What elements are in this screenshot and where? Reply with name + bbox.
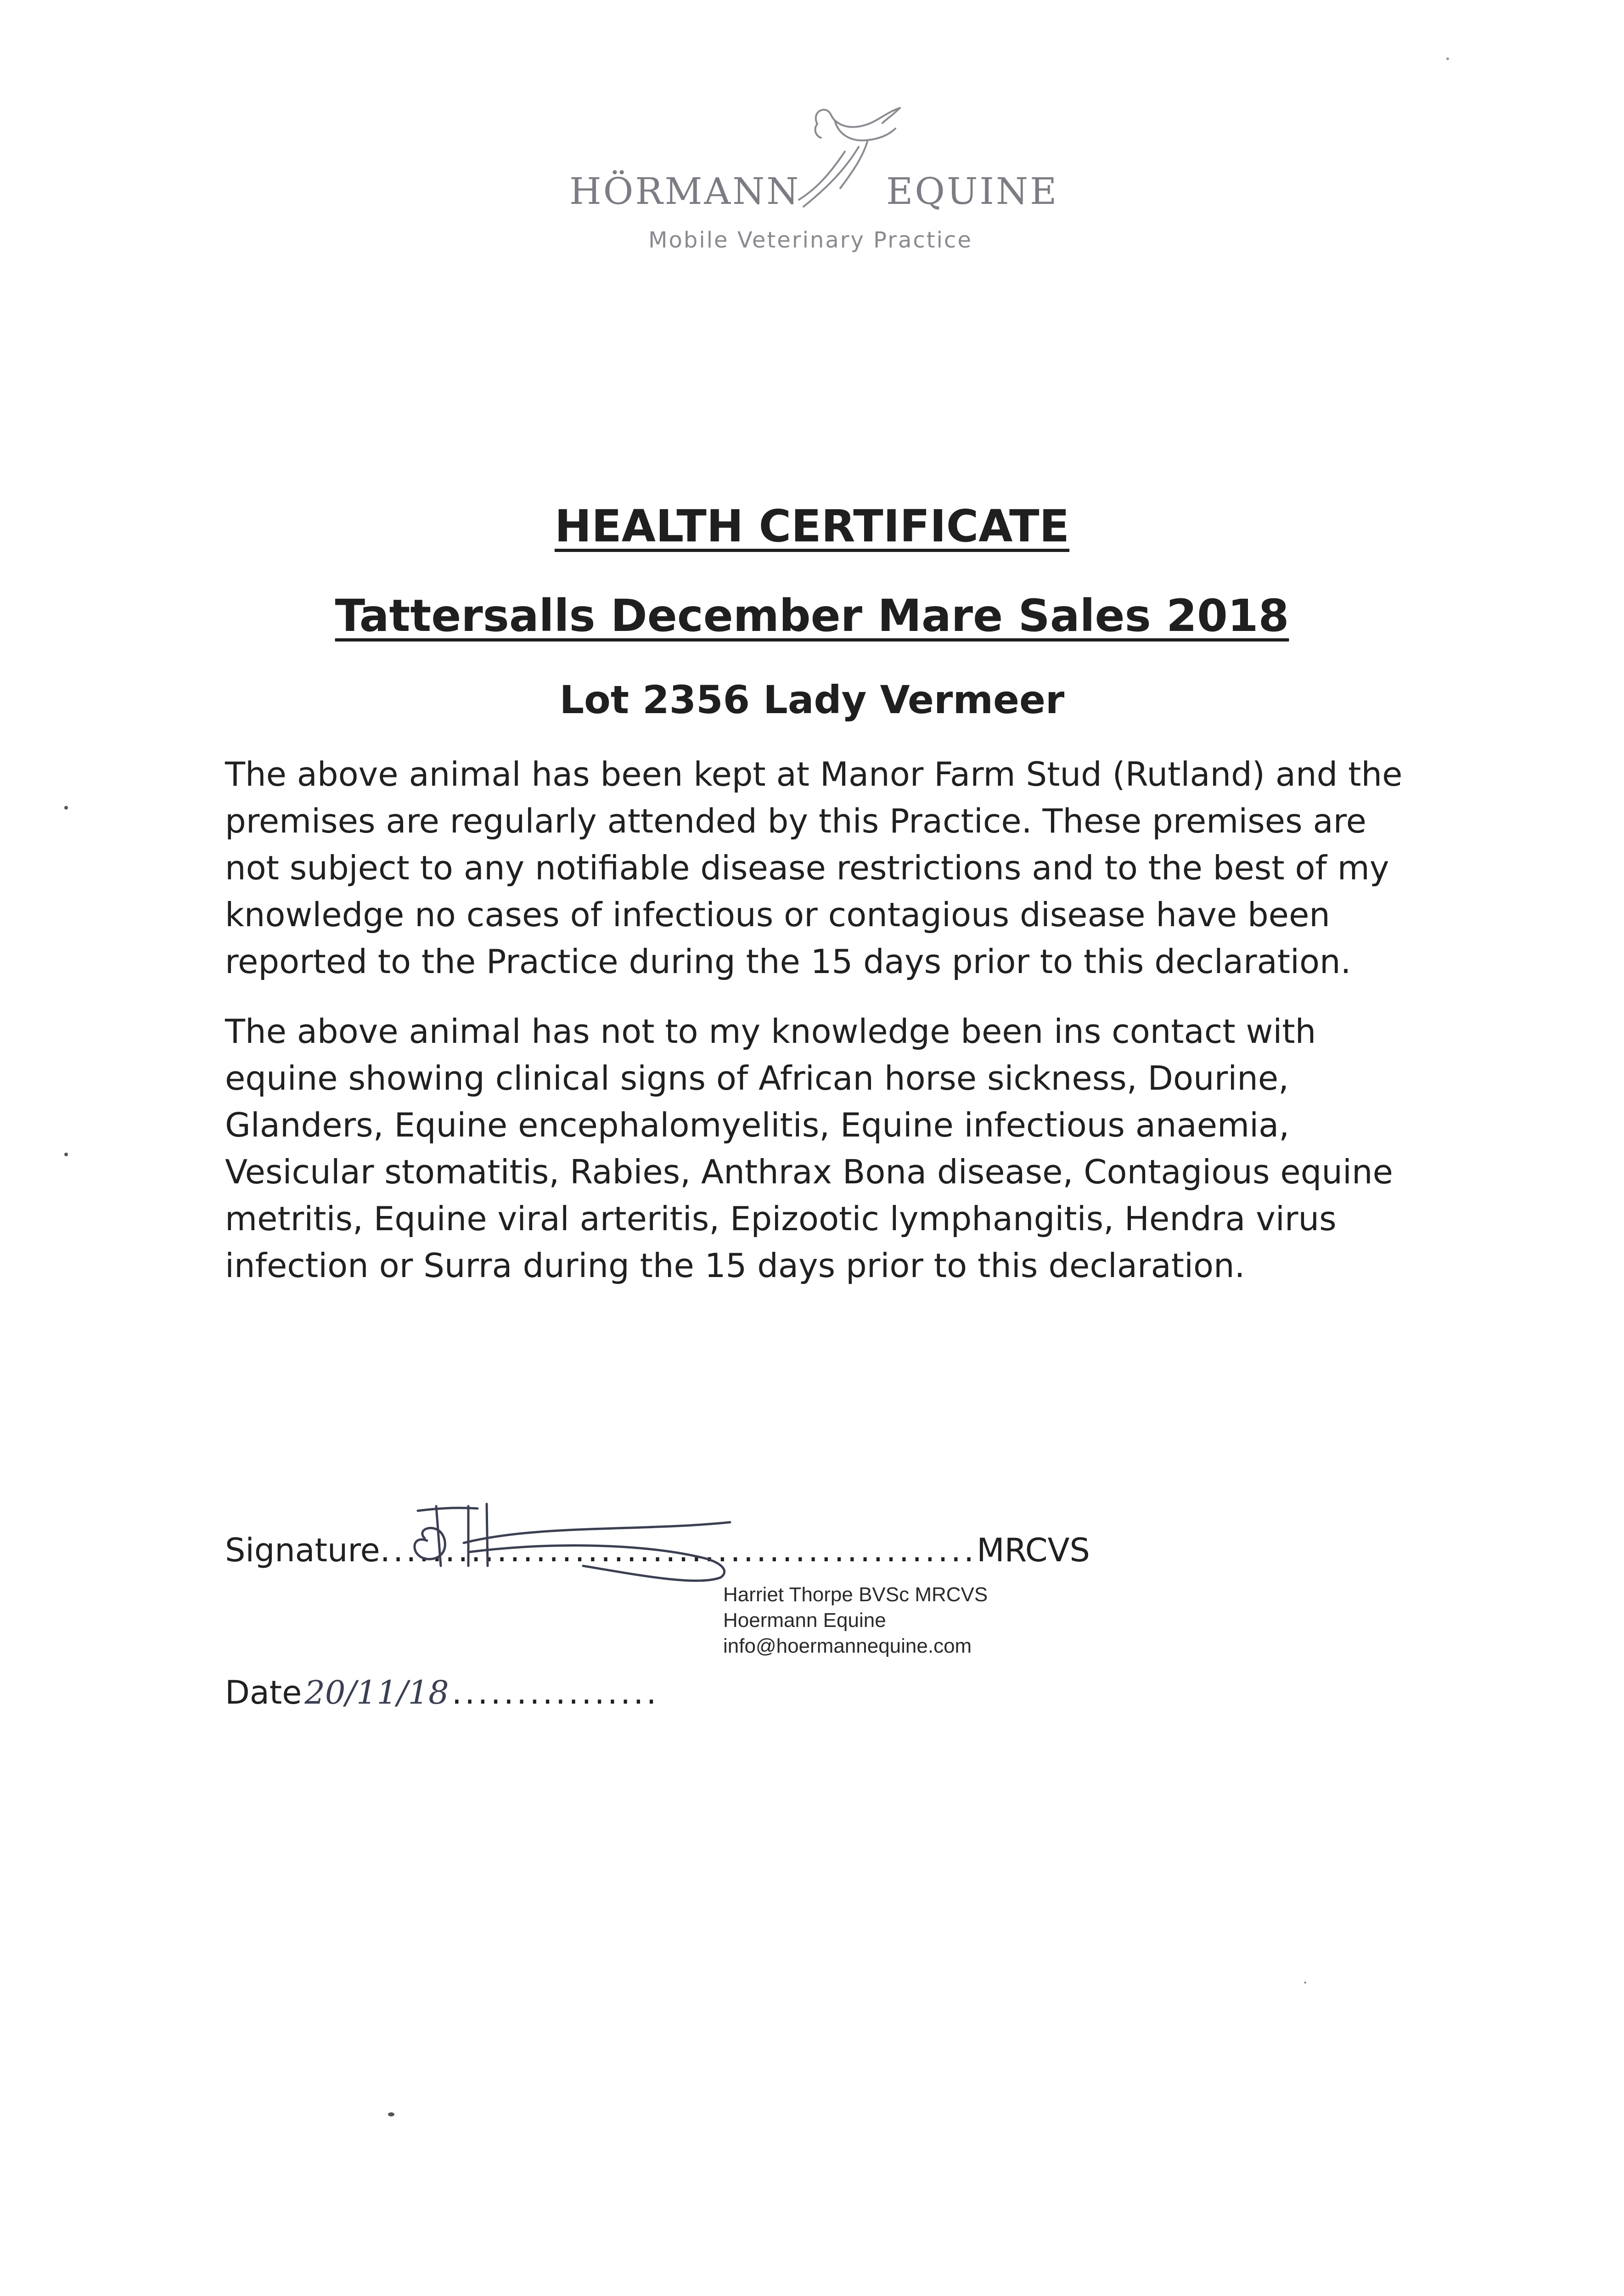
paragraph-line: Vesicular stomatitis, Rabies, Anthrax Bona disease, Contagious equine: [225, 1153, 1393, 1191]
brand-name-left: HÖRMANN: [569, 170, 801, 213]
paragraph-line: reported to the Practice during the 15 days prior to this declaration.: [225, 942, 1351, 981]
lot-title: Lot 2356 Lady Vermeer: [559, 677, 1065, 722]
paragraph-line: equine showing clinical signs of African horse sickness, Dourine,: [225, 1059, 1289, 1097]
scan-speck: [1304, 1981, 1306, 1984]
sale-title: Tattersalls December Mare Sales 2018: [335, 590, 1289, 642]
date-label: Date: [225, 1674, 302, 1711]
brand-name-right: EQUINE: [886, 170, 1059, 213]
paragraph-line: Glanders, Equine encephalomyelitis, Equine infectious anaemia,: [225, 1106, 1290, 1144]
scan-speck: [64, 1153, 68, 1156]
paragraph-line: The above animal has been kept at Manor Farm Stud (Rutland) and the: [225, 755, 1403, 793]
date-dots: ................: [451, 1674, 659, 1711]
paragraph-line: premises are regularly attended by this Practice. These premises are: [225, 802, 1366, 840]
scan-speck: [64, 806, 68, 810]
brand-tagline: Mobile Veterinary Practice: [648, 227, 972, 253]
certificate-title: HEALTH CERTIFICATE: [554, 501, 1070, 552]
vet-name: Harriet Thorpe BVSc MRCVS: [723, 1583, 988, 1606]
vet-practice: Hoermann Equine: [723, 1609, 886, 1632]
paragraph-line: The above animal has not to my knowledge been ins contact with: [225, 1012, 1316, 1051]
paragraph-line: infection or Surra during the 15 days prior to this declaration.: [225, 1246, 1245, 1285]
declaration-paragraph-2: [225, 1008, 1410, 1289]
paragraph-line: metritis, Equine viral arteritis, Epizootic lymphangitis, Hendra virus: [225, 1199, 1337, 1238]
handwritten-signature: [399, 1497, 776, 1589]
date-value: 20/11/18: [304, 1674, 449, 1711]
letterhead: [551, 96, 1070, 262]
declaration-paragraph-1: [225, 751, 1410, 985]
signature-label: Signature: [225, 1531, 380, 1569]
vet-details: [723, 1582, 988, 1659]
signature-dots: ..............................................: [380, 1531, 977, 1569]
paragraph-line: not subject to any notifiable disease restrictions and to the best of my: [225, 849, 1389, 887]
scan-speck: [1446, 57, 1449, 60]
paragraph-line: knowledge no cases of infectious or contagious disease have been: [225, 895, 1330, 934]
date-line: [225, 1674, 659, 1711]
scan-speck: [388, 2112, 394, 2116]
vet-email[interactable]: info@hoermannequine.com: [723, 1635, 972, 1657]
signature-suffix: MRCVS: [977, 1531, 1090, 1569]
